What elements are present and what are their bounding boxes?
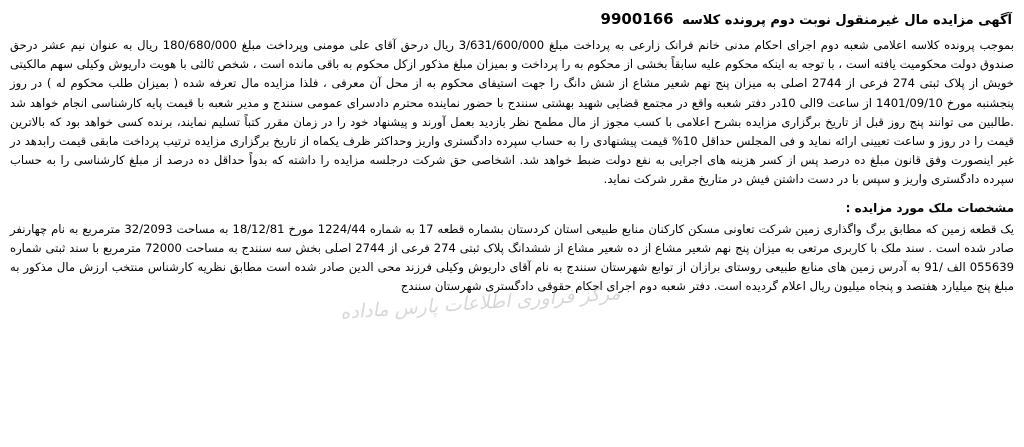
notice-body: بموجب پرونده کلاسه اعلامی شعبه دوم اجرای احکام مدنی خانم فرانک زارعی به پرداخت مبلغ 3/631/600/000 ریال درحق آقای علی مومنی وپرداخت مبلغ 180/680/000 ریال به عنوان نیم عشر درحق صندوق دولت محکومیت یافته است ، با توجه به اینکه محکوم علیه سابقاً بخشی از محکوم به را پرداخت و بمیزان مبلغ مذکور ازکل محکوم به باقی مانده است ، شخص ثالثی با هویت داریوش وکیلی سهم مالکیتی خویش از پلاک ثبتی 274 فرعی از 2744 اصلی به میزان پنج نهم شعیر مشاع از شش دانگ را جهت استیفای محکوم به از محل آن معرفی ، فلذا مزایده مال تعرفه شده ( بمیزان طلب محکوم له ) در روز پنجشنبه مورخ 1401/09/10 از ساعت 9الی 10در دفتر شعبه واقع در مجتمع قضایی شهید بهشتی سنندج با حضور نماینده محترم دادسرای عمومی سنندج و مدیر شعبه با قیمت پایه کارشناسی انجام خواهد شد .طالبین می توانند پنج روز قبل از تاریخ برگزاری مزایده بشرح اعلامی با کسب مجوز از مال مطمح نظر بازدید بعمل آورند و پیشنهاد خود را در زمان مقرر کتباً تسلیم نمایند، برنده کسی خواهد بود که بالاترین قیمت را در روز و ساعت تعیینی ارائه نماید و فی المجلس حداقل 10% قیمت پیشنهادی را به حساب سپرده دادگستری واریز وحداکثر ظرف یکماه از تاریخ برگزاری مزایده ترتیب پرداخت مابقی قیمت رابدهد در غیر اینصورت وفق قانون مبلغ ده درصد پس از کسر هزینه های اجرایی به نفع دولت ضبط خواهد شد. اشخاصی حق شرکت درجلسه مزایده را داشته که بدواً حداقل ده درصد از مبلغ کارشناسی را به حساب سپرده دادگستری واریز و سپس با در دست داشتن فیش در متاریخ مقرر شرکت نماید.: [10, 38, 1014, 187]
auction-notice: [6, 8, 1018, 440]
notice-title-text: آگهی مزایده مال غیرمنقول نوبت دوم پرونده کلاسه: [682, 13, 1012, 28]
property-specs-heading: مشخصات ملک مورد مزایده :: [845, 200, 1014, 215]
notice-title: [6, 8, 1012, 30]
case-number: 9900166: [600, 10, 674, 28]
watermark-text: مرکز فرآوری اطلاعات پارس ماداده: [339, 282, 622, 324]
property-specs-body: یک قطعه زمین که مطابق برگ واگذاری زمین شرکت تعاونی مسکن کارکنان منابع طبیعی استان کردستان بشماره قطعه 17 به شماره 1224/44 مورخ 18/12/81 به مساحت 32/2093 مترمربع به نام چهارنفر صادر شده است . سند ملک با کاربری مرتعی به میزان پنج نهم شعیر مشاع از ده شعیر مشاع از ششدانگ پلاک ثبتی 274 فرعی از 2744 اصلی بخش سه سنندج به مساحت 72000 مترمربع با سند ثبتی شماره 055639 الف /91 به آدرس زمین های منابع طبیعی روستای برازان از توابع شهرستان سنندج به نام آقای داریوش وکیلی فرزند محی الدین صادر شده است مطابق نظریه کارشناس منتخب ارزش مال مذکور به مبلغ پنج میلیارد هفتصد و پنجاه میلیون ریال اعلام گردیده است. دفتر شعبه دوم اجرای احکام حقوقی دادگستری شهرستان سنندج: [10, 221, 1015, 294]
